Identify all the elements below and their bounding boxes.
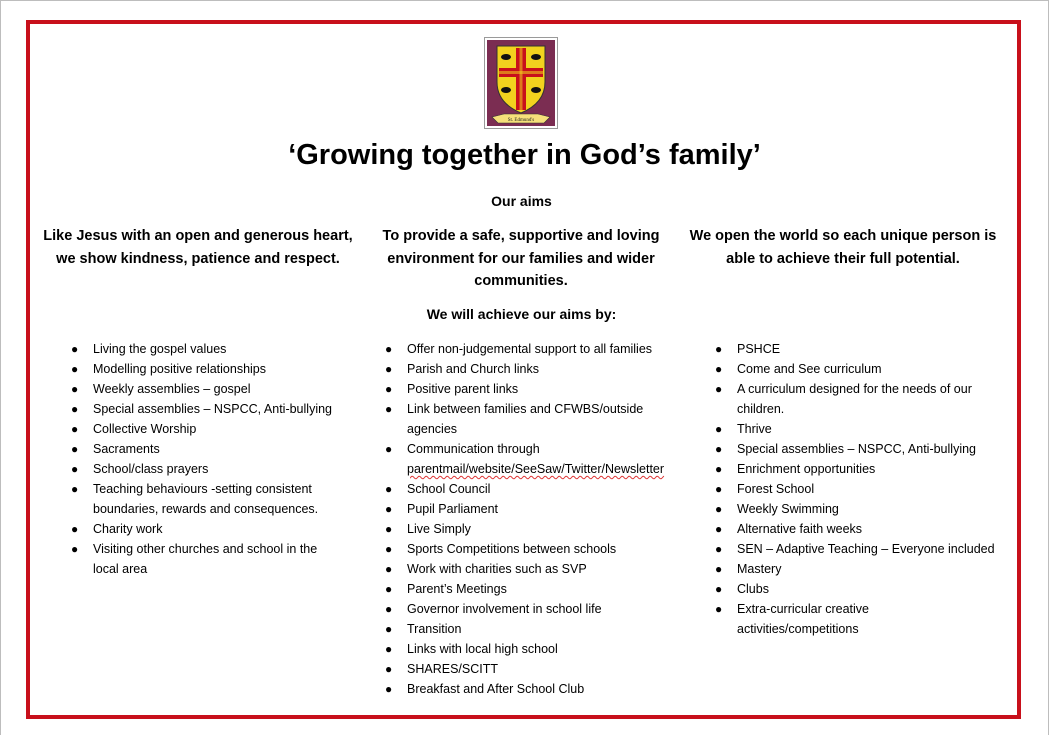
bullet-icon: ● (385, 662, 393, 676)
bullet-icon: ● (715, 422, 723, 436)
bullet-icon: ● (385, 362, 393, 376)
bullet-icon: ● (715, 502, 723, 516)
list-item: ● Parish and Church links (407, 359, 692, 379)
list-item: ● Special assemblies – NSPCC, Anti-bullying (737, 439, 1007, 459)
list-column-2 (385, 339, 692, 699)
list-item: ● Governor involvement in school life (407, 599, 692, 619)
bullet-icon: ● (71, 522, 79, 536)
list-item: ● Breakfast and After School Club (407, 679, 692, 699)
list-item: ● Links with local high school (407, 639, 692, 659)
bullet-icon: ● (385, 642, 393, 656)
list-column-1 (71, 339, 343, 579)
bullet-icon: ● (385, 582, 393, 596)
bullet-icon: ● (715, 462, 723, 476)
aim-3: We open the world so each unique person is able to achieve their full potential. (689, 228, 997, 267)
bullet-icon: ● (71, 542, 79, 556)
bullet-icon: ● (715, 582, 723, 596)
list-item: ● Come and See curriculum (737, 359, 1007, 379)
achieve-heading: We will achieve our aims by: (426, 306, 617, 322)
list-item: ● Modelling positive relationships (93, 359, 343, 379)
list-item: ● Collective Worship (93, 419, 343, 439)
bullet-icon: ● (385, 382, 393, 396)
list-item: ● PSHCE (737, 339, 1007, 359)
bullet-icon: ● (715, 602, 723, 616)
bullet-icon: ● (71, 362, 79, 376)
list-item: ● Teaching behaviours -setting consistent boundaries, rewards and consequences. (93, 479, 323, 519)
aim-1: Like Jesus with an open and generous heart, we show kindness, patience and respect. (43, 228, 353, 267)
bullet-icon: ● (715, 522, 723, 536)
bullet-icon: ● (385, 622, 393, 636)
list-item: ● Sacraments (93, 439, 343, 459)
list-item: ● Alternative faith weeks (737, 519, 1007, 539)
list-item: ● Weekly Swimming (737, 499, 1007, 519)
bullet-icon: ● (715, 362, 723, 376)
bullet-icon: ● (715, 542, 723, 556)
bullet-icon: ● (385, 602, 393, 616)
bullet-icon: ● (71, 442, 79, 456)
list-item: ● Weekly assemblies – gospel (93, 379, 343, 399)
list-item: ● A curriculum designed for the needs of our children. (737, 379, 987, 419)
bullet-icon: ● (71, 382, 79, 396)
list-item: ● Live Simply (407, 519, 692, 539)
bullet-icon: ● (715, 562, 723, 576)
bullet-icon: ● (71, 462, 79, 476)
bullet-icon: ● (71, 402, 79, 416)
list-item: ● Link between families and CFWBS/outside agencies (407, 399, 652, 439)
list-item: ● Parent’s Meetings (407, 579, 692, 599)
bullet-icon: ● (385, 342, 393, 356)
list-item: ● SHARES/SCITT (407, 659, 692, 679)
list-item: ● Pupil Parliament (407, 499, 692, 519)
list-item: ● Work with charities such as SVP (407, 559, 692, 579)
list-item: ● Offer non-judgemental support to all families (407, 339, 692, 359)
svg-text:St. Edmund's: St. Edmund's (507, 118, 535, 123)
bullet-icon: ● (715, 442, 723, 456)
list-item: ● School/class prayers (93, 459, 343, 479)
aim-2: To provide a safe, supportive and loving environment for our families and wider communities. (382, 228, 660, 289)
list-item: ● Visiting other churches and school in the local area (93, 539, 328, 579)
bullet-icon: ● (715, 482, 723, 496)
bullet-icon: ● (385, 682, 393, 696)
bullet-icon: ● (71, 482, 79, 496)
list-item: ● Mastery (737, 559, 1007, 579)
list-item: ● Clubs (737, 579, 1007, 599)
list-item: ● Positive parent links (407, 379, 692, 399)
school-crest-logo (484, 37, 558, 129)
list-item: ● Thrive (737, 419, 1007, 439)
list-item: ● Living the gospel values (93, 339, 343, 359)
bullet-icon: ● (385, 562, 393, 576)
list-item: ● SEN – Adaptive Teaching – Everyone included (737, 539, 1007, 559)
list-item: ● Charity work (93, 519, 343, 539)
list-item: ● Extra-curricular creative activities/competitions (737, 599, 887, 639)
aims-heading: Our aims (491, 193, 552, 209)
bullet-icon: ● (385, 442, 393, 456)
bullet-icon: ● (71, 342, 79, 356)
list-column-3 (715, 339, 1007, 639)
bullet-icon: ● (385, 482, 393, 496)
page-title: ‘Growing together in God’s family’ (288, 139, 761, 171)
bullet-icon: ● (71, 422, 79, 436)
bullet-icon: ● (385, 502, 393, 516)
list-item: ● Communication through parentmail/website/SeeSaw/Twitter/Newsletter (407, 439, 692, 479)
bullet-icon: ● (385, 522, 393, 536)
list-item: ● Forest School (737, 479, 1007, 499)
bullet-icon: ● (385, 402, 393, 416)
bullet-icon: ● (715, 382, 723, 396)
bullet-icon: ● (385, 542, 393, 556)
bullet-icon: ● (715, 342, 723, 356)
list-item: ● Special assemblies – NSPCC, Anti-bullying (93, 399, 343, 419)
list-item: ● Enrichment opportunities (737, 459, 1007, 479)
list-item: ● Sports Competitions between schools (407, 539, 692, 559)
list-item: ● School Council (407, 479, 692, 499)
list-item: ● Transition (407, 619, 692, 639)
communication-channels: parentmail/website/SeeSaw/Twitter/Newsletter (407, 462, 665, 476)
